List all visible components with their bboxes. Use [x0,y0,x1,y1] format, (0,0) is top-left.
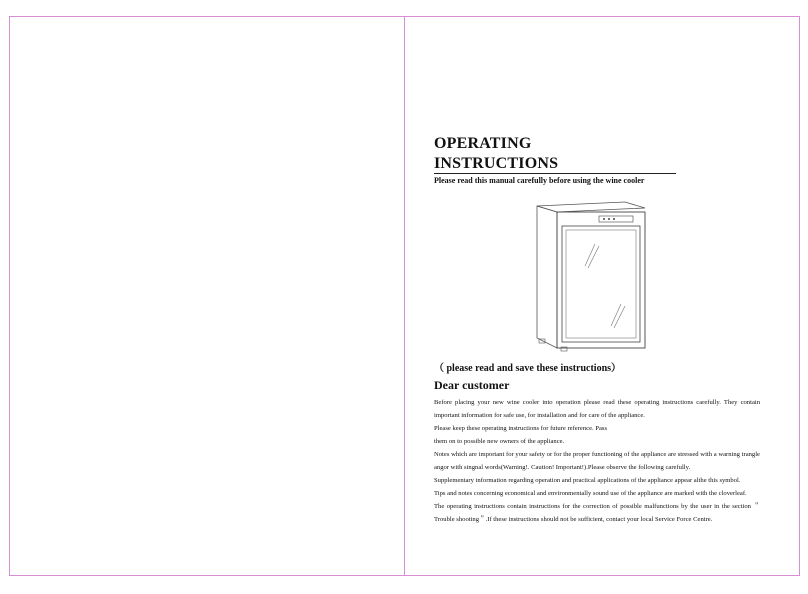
paragraph: Tips and notes concerning economical and environmentally sound use of the appliance are marked with the cloverleaf. [434,490,747,497]
document-subtitle: Please read this manual carefully before using the wine cooler [434,176,645,185]
document-title [434,134,558,174]
paragraph: Supplementary information regarding operation and practical applications of the appliance appear althe this symbol. [434,477,741,484]
paragraph: The operating instructions contain instructions for the correction of possible malfunctions by the user in the section ＂Trouble shooting＂.If these instructions should not be sufficient, contact your local Service Force Centre. [434,503,760,523]
title-line-1: OPERATING [434,135,532,152]
save-instructions-note: （ please read and save these instructions） [434,363,622,374]
title-line-2: INSTRUCTIONS [434,155,559,172]
body-text [434,396,760,526]
paragraph: Before placing your new wine cooler into operation please read these operating instructions carefully. They contain important information for safe use, for installation and for care of the appliance. [434,399,760,419]
paragraph: Notes which are important for your safety or for the proper functioning of the appliance are stressed with a warning trangle angor with singnal words(Warning!. Caution! Important!).Please observe the following carefully. [434,451,760,471]
greeting-heading: Dear customer [434,378,510,392]
title-underline [434,173,676,174]
right-page [405,16,800,576]
wine-cooler-illustration [533,200,653,352]
paragraph: Please keep these operating instructions for future reference. Pass [434,425,608,432]
paragraph: them on to possible new owners of the appliance. [434,438,565,445]
